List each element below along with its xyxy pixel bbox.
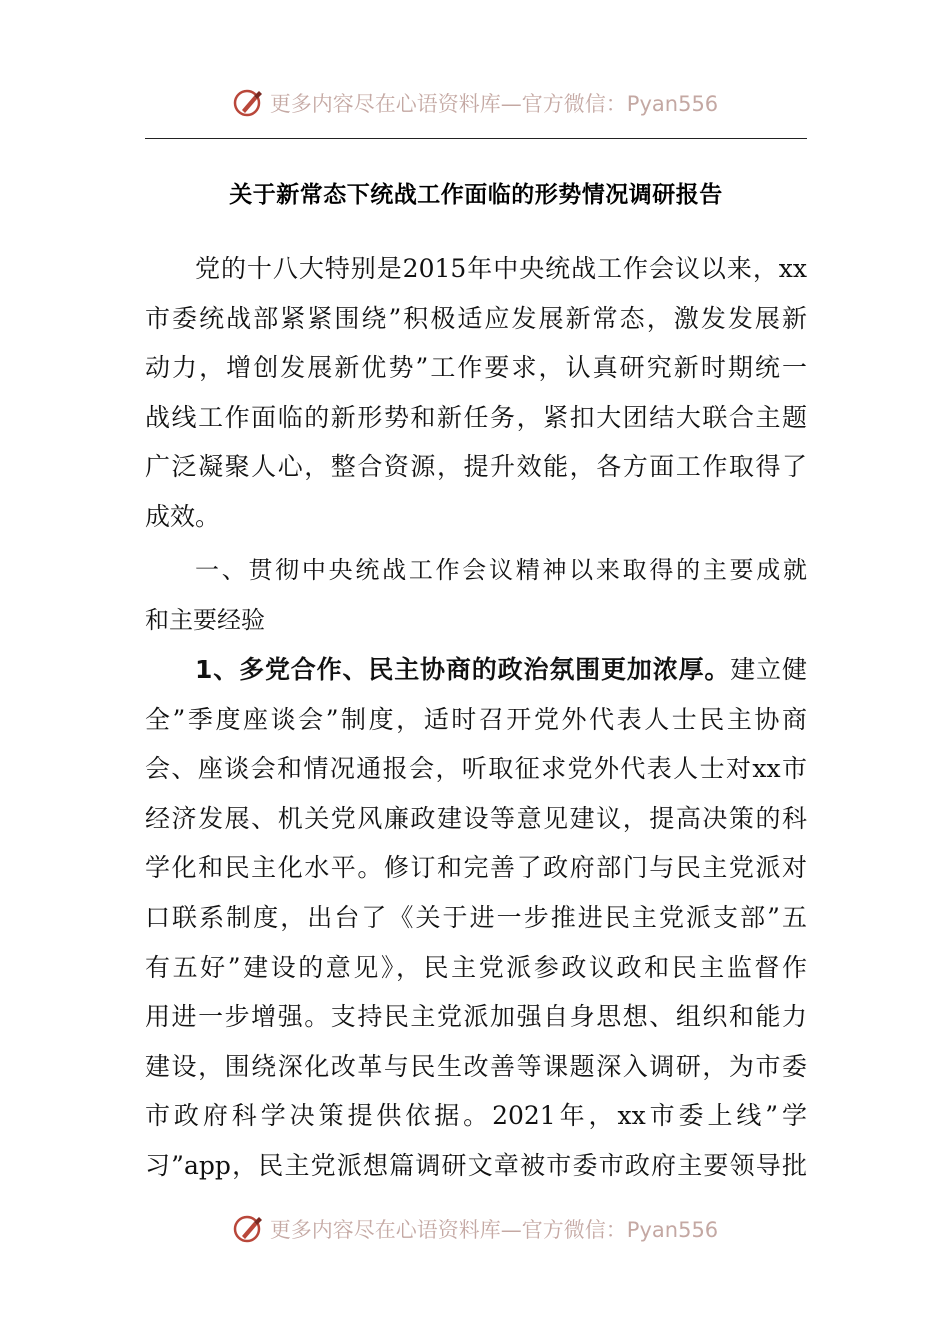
- text-line: 战线工作面临的新形势和新任务，紧扣大团结大联合主题: [145, 402, 807, 432]
- text-line: 学化和民主化水平。修订和完善了政府部门与民主党派对: [145, 853, 807, 883]
- watermark-text: 更多内容尽在心语资料库—官方微信：Pyan556: [269, 1218, 719, 1242]
- text-line: 口联系制度，出台了《关于进一步推进民主党派支部”五: [145, 902, 807, 932]
- text-line: 有五好”建设的意见》，民主党派参政议政和民主监督作: [145, 952, 807, 982]
- item1-lead-rest: 建立健: [730, 655, 807, 684]
- heading-line: 和主要经验: [145, 605, 265, 634]
- text-line: 会、座谈会和情况通报会，听取征求党外代表人士对xx市: [145, 754, 807, 784]
- text-line: 动力，增创发展新优势”工作要求，认真研究新时期统一: [145, 353, 807, 383]
- header-rule: [145, 138, 807, 139]
- text-line: 经济发展、机关党风廉政建设等意见建议，提高决策的科: [145, 803, 807, 833]
- item1-paragraph: [145, 645, 807, 1191]
- intro-paragraph: [145, 244, 807, 542]
- text-line: 广泛凝聚人心，整合资源，提升效能，各方面工作取得了: [145, 452, 807, 482]
- section-heading: [145, 546, 807, 645]
- item1-lead: 1、多党合作、民主协商的政治氛围更加浓厚。: [195, 655, 731, 684]
- text-line: 市委统战部紧紧围绕”积极适应发展新常态，激发发展新: [145, 303, 807, 333]
- text-line: 全”季度座谈会”制度，适时召开党外代表人士民主协商: [145, 704, 807, 734]
- text-line: 用进一步增强。支持民主党派加强自身思想、组织和能力: [145, 1002, 807, 1032]
- text-line: 成效。: [145, 501, 221, 531]
- watermark-footer: [0, 1209, 950, 1249]
- text-line: 习”app，民主党派想篇调研文章被市委市政府主要领导批: [145, 1150, 807, 1180]
- watermark-text: 更多内容尽在心语资料库—官方微信：Pyan556: [269, 92, 719, 116]
- pen-logo-icon: [232, 86, 266, 120]
- pen-logo-icon: [232, 1212, 266, 1246]
- watermark-header: [0, 83, 950, 123]
- document-title: 关于新常态下统战工作面临的形势情况调研报告: [229, 182, 723, 208]
- text-line: 市政府科学决策提供依据。2021年，xx市委上线”学: [145, 1101, 807, 1131]
- text-line: 党的十八大特别是2015年中央统战工作会议以来，xx: [195, 254, 807, 283]
- heading-line: 一、贯彻中央统战工作会议精神以来取得的主要成就: [195, 556, 807, 584]
- text-line: [145, 645, 807, 695]
- text-line: 建设，围绕深化改革与民生改善等课题深入调研，为市委: [145, 1051, 807, 1081]
